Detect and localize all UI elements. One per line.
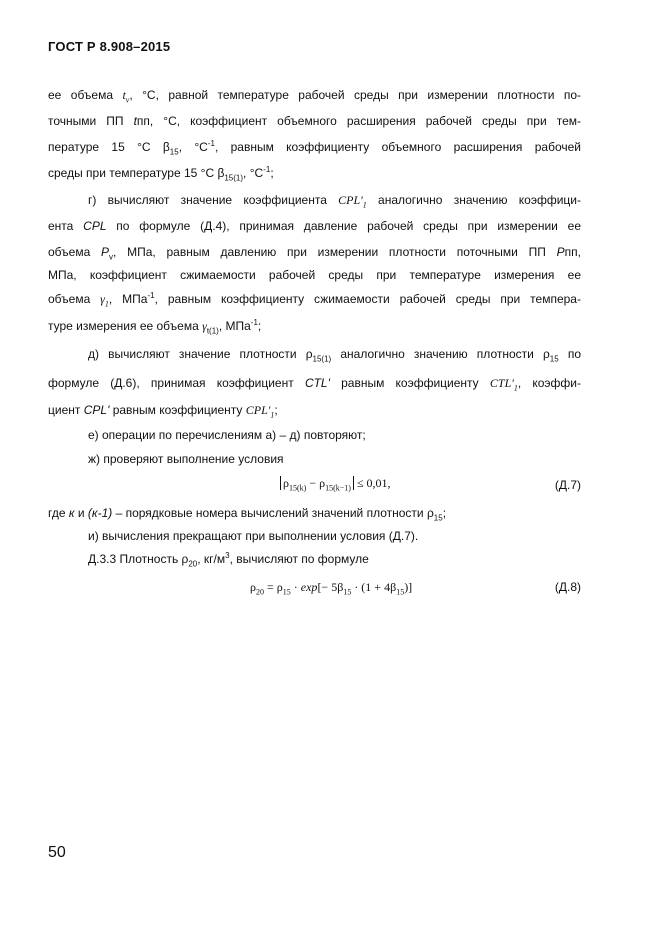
text-line-14: е) операции по перечислениям а) – д) повторяют; (88, 428, 366, 442)
equation-d7: $\rho_{15(k)} - \rho_{15(k-1)} \le 0,01$, (280, 476, 391, 491)
equation-d7-number: (Д.7) (554, 478, 581, 492)
text-line-10: туре измерения ее объема $\gamma_{t(1)}$, МПа$^{-1}$; (48, 318, 262, 336)
text-line-1: ее объема $t_v$, °С, равной температуре рабочей среды при измерении плотности по- (48, 88, 581, 105)
equation-d8-number: (Д.8) (554, 580, 581, 594)
page-number: 50 (48, 844, 66, 861)
text-line-17: где к и (к-1) – порядковые номера вычислений значений плотности $\rho_{15}$; (48, 506, 447, 523)
text-line-2: точными ПП tпп, °С, коэффициент объемного расширения рабочей среды при тем- (48, 114, 581, 128)
text-line-4: среды при температуре 15 °С $\beta_{15(1)}$, $^\circ С^{-1}$; (48, 165, 274, 183)
text-line-13: циент CPL' равным коэффициенту $CPL'_1$; (48, 403, 278, 420)
text-line-12: формуле (Д.6), принимая коэффициент CTL' равным коэффициенту $CTL'_1$, коэффи- (48, 376, 581, 393)
text-line-9: объема $\gamma_1$, МПа$^{-1}$, равным коэффициенту сжимаемости рабочей среды при темпера- (48, 291, 581, 309)
text-line-5: г) вычисляют значение коэффициента $CPL'_1$ аналогично значению коэффици- (88, 193, 581, 210)
equation-d8: $\rho_{20} = \rho_{15} \cdot \exp[- 5\beta_{15} \cdot (1 + 4\beta_{15})]$ (250, 580, 413, 597)
text-line-3: пературе 15 °С $\beta_{15}$, $^\circ С^{-1}$, равным коэффициенту объемного расширения рабочей (48, 139, 581, 157)
text-line-18: и) вычисления прекращают при выполнении условия (Д.7). (88, 529, 419, 543)
text-line-6: ента CPL по формуле (Д.4), принимая давление рабочей среды при измерении ее (48, 219, 582, 233)
document-header: ГОСТ Р 8.908–2015 (48, 39, 171, 54)
text-line-15: ж) проверяют выполнение условия (88, 452, 284, 466)
text-line-8: МПа, коэффициент сжимаемости рабочей среды при температуре измерения ее (48, 268, 581, 282)
text-line-11: д) вычисляют значение плотности $\rho_{15(1)}$ аналогично значению плотности $\rho_{15}$ по (88, 347, 581, 364)
text-line-7: объема $P_v$, МПа, равным давлению при измерении плотности поточными ПП Pпп, (48, 245, 581, 262)
text-line-19: Д.3.3 Плотность $\rho_{20}$, $кг/м^3$, вычисляют по формуле (88, 551, 369, 569)
